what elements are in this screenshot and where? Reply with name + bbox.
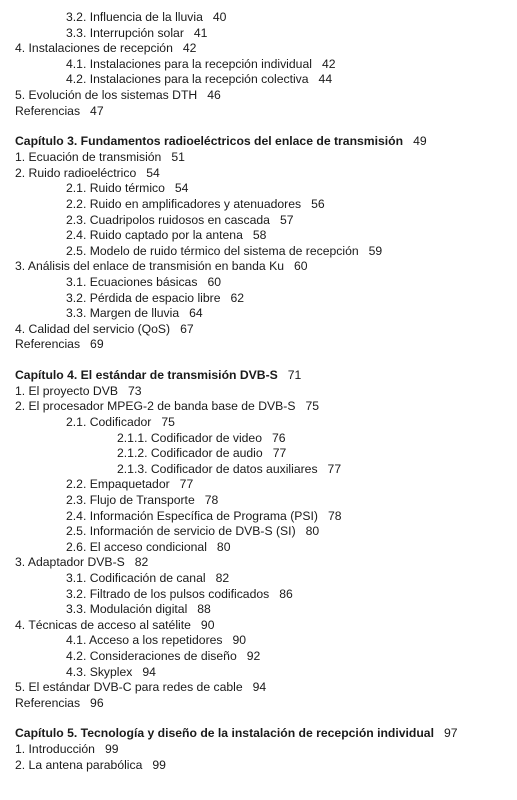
toc-entry (0, 72, 517, 88)
toc-entry (0, 758, 517, 774)
toc-entry (0, 41, 517, 57)
toc-entry-title: 4.1. Instalaciones para la recepción individual (66, 56, 312, 71)
toc-entry-page-number: 44 (318, 72, 333, 87)
toc-entry-page-number: 60 (207, 274, 221, 289)
toc-entry-page-number: 77 (327, 461, 342, 476)
toc-entry-page-number: 94 (252, 680, 267, 695)
toc-entry-page-number: 76 (272, 430, 286, 445)
toc-entry (0, 415, 517, 431)
toc-entry-page-number: 69 (90, 337, 104, 352)
toc-entry-title: 4.2. Instalaciones para la recepción colectiva (66, 72, 309, 87)
toc-entry-page-number: 57 (279, 212, 294, 227)
toc-entry-title: 3.1. Codificación de canal (66, 571, 206, 585)
toc-entry-title: 3.1. Ecuaciones básicas (66, 274, 198, 289)
toc-entry (0, 10, 517, 26)
toc-entry (0, 462, 517, 478)
toc-entry-title: 4. Instalaciones de recepción (15, 41, 173, 56)
toc-entry (0, 384, 517, 400)
toc-entry-page-number: 41 (193, 25, 208, 40)
toc-entry (0, 213, 517, 229)
toc-entry-page-number: 40 (212, 10, 227, 24)
toc-entry (0, 291, 517, 307)
toc-entry (0, 26, 517, 42)
toc-entry (0, 680, 517, 696)
chapter-title: Capítulo 4. El estándar de transmisión DVB-S (15, 367, 278, 382)
toc-entry (0, 275, 517, 291)
toc-entry (0, 509, 517, 525)
toc-entry (0, 493, 517, 509)
toc-entry (0, 181, 517, 197)
toc-entry-page-number: 73 (127, 383, 142, 398)
toc-entry (0, 524, 517, 540)
toc-entry (0, 571, 517, 587)
toc-entry-page-number: 75 (305, 399, 320, 414)
chapter-title: Capítulo 3. Fundamentos radioeléctricos del enlace de transmisión (15, 134, 404, 149)
toc-entry-page-number: 47 (90, 103, 104, 118)
toc-entry-title: 1. El proyecto DVB (15, 383, 118, 398)
toc-entry-page-number: 51 (171, 150, 185, 165)
chapter-heading (0, 726, 517, 742)
toc-entry-page-number: 54 (174, 181, 189, 196)
toc-entry (0, 602, 517, 618)
toc-entry (0, 197, 517, 213)
toc-entry-title: 2.1.1. Codificador de video (117, 430, 262, 445)
toc-entry-title: 3.3. Interrupción solar (66, 25, 184, 40)
toc-entry-page-number: 82 (134, 555, 149, 570)
toc-entry-title: 4.3. Skyplex (66, 664, 133, 679)
toc-entry-title: 4.2. Consideraciones de diseño (66, 648, 237, 663)
toc-entry (0, 446, 517, 462)
toc-entry-page-number: 54 (146, 165, 160, 180)
toc-entry-title: Referencias (15, 695, 81, 710)
toc-entry-title: 3. Adaptador DVB-S (15, 555, 125, 570)
chapter-title: Capítulo 5. Tecnología y diseño de la instalación de recepción individual (15, 726, 434, 741)
toc-entry-page-number: 60 (293, 259, 308, 274)
toc-entry-page-number: 58 (252, 228, 267, 243)
chapter-heading (0, 134, 517, 150)
toc-entry (0, 431, 517, 447)
toc-entry (0, 244, 517, 260)
toc-entry-page-number: 99 (104, 742, 119, 757)
toc-entry-title: 2.1. Ruido térmico (66, 181, 165, 196)
toc-entry-page-number: 88 (197, 602, 211, 617)
table-of-contents (0, 10, 517, 774)
toc-entry-page-number: 64 (189, 306, 203, 321)
toc-entry-title: 2.4. Información Específica de Programa (PSI) (66, 508, 318, 523)
toc-entry-page-number: 42 (182, 41, 197, 56)
toc-entry (0, 649, 517, 665)
toc-entry-title: 1. Ecuación de transmisión (15, 150, 162, 165)
toc-entry-page-number: 75 (161, 415, 175, 430)
toc-entry (0, 540, 517, 556)
toc-entry-title: 4.1. Acceso a los repetidores (66, 633, 223, 648)
toc-entry-page-number: 90 (200, 617, 215, 632)
toc-entry (0, 399, 517, 415)
toc-entry-page-number: 46 (207, 87, 221, 102)
toc-entry (0, 166, 517, 182)
toc-entry-title: Referencias (15, 103, 81, 118)
toc-entry-page-number: 82 (215, 571, 230, 585)
toc-entry (0, 104, 517, 120)
toc-entry (0, 618, 517, 634)
toc-entry-title: 3.2. Influencia de la lluvia (66, 10, 203, 24)
chapter-heading (0, 368, 517, 384)
chapter-page-number: 71 (287, 367, 302, 382)
toc-entry-title: Referencias (15, 337, 81, 352)
toc-entry (0, 322, 517, 338)
toc-entry-page-number: 78 (204, 493, 219, 508)
toc-entry-page-number: 94 (142, 664, 156, 679)
toc-entry-page-number: 78 (328, 508, 342, 523)
toc-entry-page-number: 59 (368, 243, 383, 258)
toc-entry (0, 228, 517, 244)
toc-entry (0, 665, 517, 681)
toc-entry-title: 5. El estándar DVB-C para redes de cable (15, 680, 243, 695)
toc-entry-title: 1. Introducción (15, 742, 95, 757)
toc-entry-title: 3.2. Filtrado de los pulsos codificados (66, 586, 270, 601)
toc-entry-title: 3. Análisis del enlace de transmisión en banda Ku (15, 259, 284, 274)
toc-entry-title: 2. La antena parabólica (15, 757, 143, 772)
toc-entry (0, 337, 517, 353)
toc-entry (0, 555, 517, 571)
toc-entry-page-number: 92 (246, 648, 261, 663)
toc-entry (0, 587, 517, 603)
toc-entry (0, 633, 517, 649)
chapter-page-number: 97 (443, 726, 458, 741)
toc-entry (0, 306, 517, 322)
toc-entry-title: 2.1.2. Codificador de audio (117, 446, 263, 461)
toc-entry-title: 2.3. Cuadripolos ruidosos en cascada (66, 212, 270, 227)
toc-entry-page-number: 80 (216, 539, 231, 554)
toc-entry (0, 259, 517, 275)
toc-entry (0, 477, 517, 493)
toc-entry-title: 5. Evolución de los sistemas DTH (15, 87, 198, 102)
toc-entry-title: 4. Técnicas de acceso al satélite (15, 617, 191, 632)
toc-entry-title: 2.4. Ruido captado por la antena (66, 228, 243, 243)
toc-entry-title: 3.3. Margen de lluvia (66, 306, 180, 321)
toc-entry-title: 2. Ruido radioeléctrico (15, 165, 137, 180)
toc-entry-title: 2.5. Modelo de ruido térmico del sistema de recepción (66, 243, 359, 258)
toc-entry-page-number: 80 (305, 524, 320, 539)
toc-entry-title: 3.3. Modulación digital (66, 602, 188, 617)
toc-entry-title: 3.2. Pérdida de espacio libre (66, 290, 221, 305)
toc-entry (0, 88, 517, 104)
toc-entry-title: 2.1.3. Codificador de datos auxiliares (117, 461, 318, 476)
toc-entry-title: 2. El procesador MPEG-2 de banda base de DVB-S (15, 399, 296, 414)
toc-entry-title: 2.3. Flujo de Transporte (66, 493, 195, 508)
toc-entry-page-number: 99 (152, 757, 166, 772)
toc-entry (0, 150, 517, 166)
toc-entry-title: 2.2. Ruido en amplificadores y atenuadores (66, 196, 302, 211)
toc-entry-title: 2.5. Información de servicio de DVB-S (SI) (66, 524, 296, 539)
toc-entry-title: 2.6. El acceso condicional (66, 539, 207, 554)
toc-entry-page-number: 56 (311, 196, 325, 211)
toc-entry-page-number: 62 (230, 290, 245, 305)
toc-entry-page-number: 67 (180, 321, 194, 336)
toc-entry-title: 2.2. Empaquetador (66, 477, 170, 492)
toc-entry (0, 742, 517, 758)
toc-entry (0, 57, 517, 73)
toc-entry-page-number: 86 (279, 586, 293, 601)
chapter-page-number: 49 (413, 134, 427, 149)
toc-entry-title: 2.1. Codificador (66, 415, 152, 430)
toc-entry-page-number: 77 (179, 477, 194, 492)
toc-entry-page-number: 77 (272, 446, 287, 461)
toc-entry-page-number: 96 (90, 695, 104, 710)
toc-entry (0, 696, 517, 712)
toc-entry-page-number: 90 (232, 633, 247, 648)
toc-entry-title: 4. Calidad del servicio (QoS) (15, 321, 171, 336)
toc-entry-page-number: 42 (321, 56, 336, 71)
